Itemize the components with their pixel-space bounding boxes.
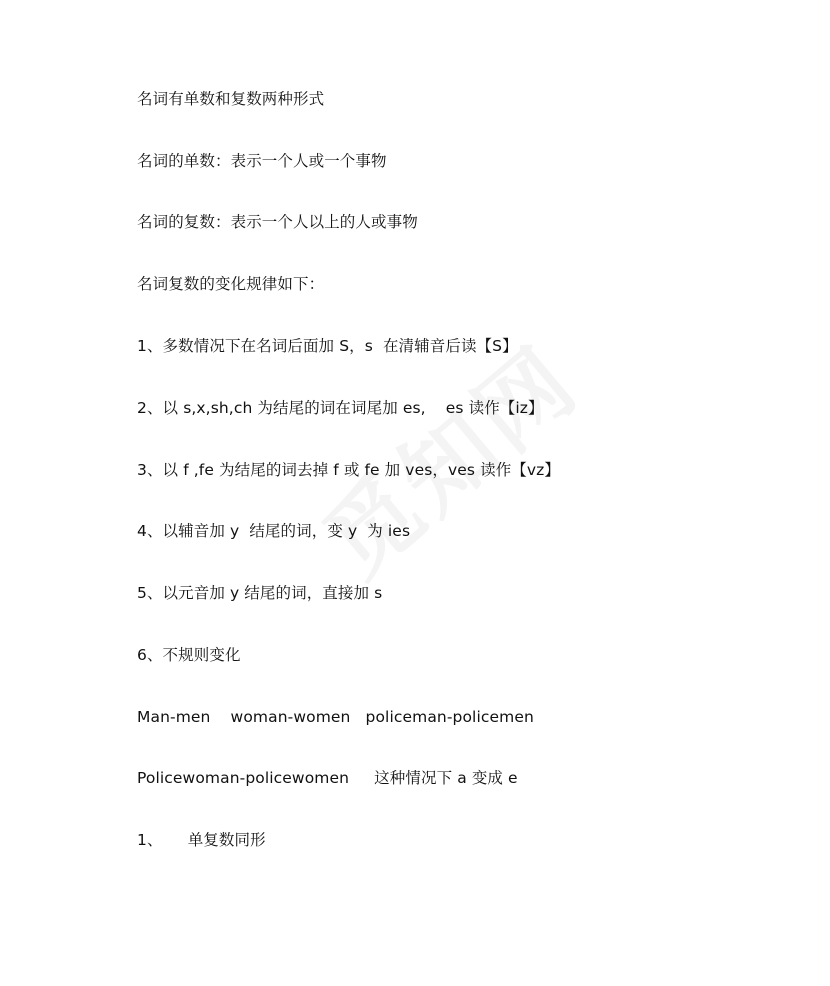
- text-line-6: 2、以 s,x,sh,ch 为结尾的词在词尾加 es, es 读作【iz】: [137, 399, 544, 417]
- text-line-11: Man-men woman-women policeman-policemen: [137, 708, 534, 726]
- text-line-13: 1、 单复数同形: [137, 831, 266, 849]
- text-line-2: 名词的单数：表示一个人或一个事物: [137, 152, 387, 170]
- text-line-1: 名词有单数和复数两种形式: [137, 90, 325, 108]
- text-line-7: 3、以 f ,fe 为结尾的词去掉 f 或 fe 加 ves，ves 读作【vz】: [137, 461, 561, 479]
- text-line-3: 名词的复数：表示一个人以上的人或事物: [137, 213, 418, 231]
- text-line-5: 1、多数情况下在名词后面加 S，s 在清辅音后读【S】: [137, 337, 518, 355]
- text-line-10: 6、不规则变化: [137, 646, 241, 664]
- text-line-12: Policewoman-policewomen 这种情况下 a 变成 e: [137, 769, 518, 787]
- text-line-9: 5、以元音加 y 结尾的词，直接加 s: [137, 584, 383, 602]
- text-line-8: 4、以辅音加 y 结尾的词，变 y 为 ies: [137, 522, 411, 540]
- text-line-4: 名词复数的变化规律如下：: [137, 275, 325, 293]
